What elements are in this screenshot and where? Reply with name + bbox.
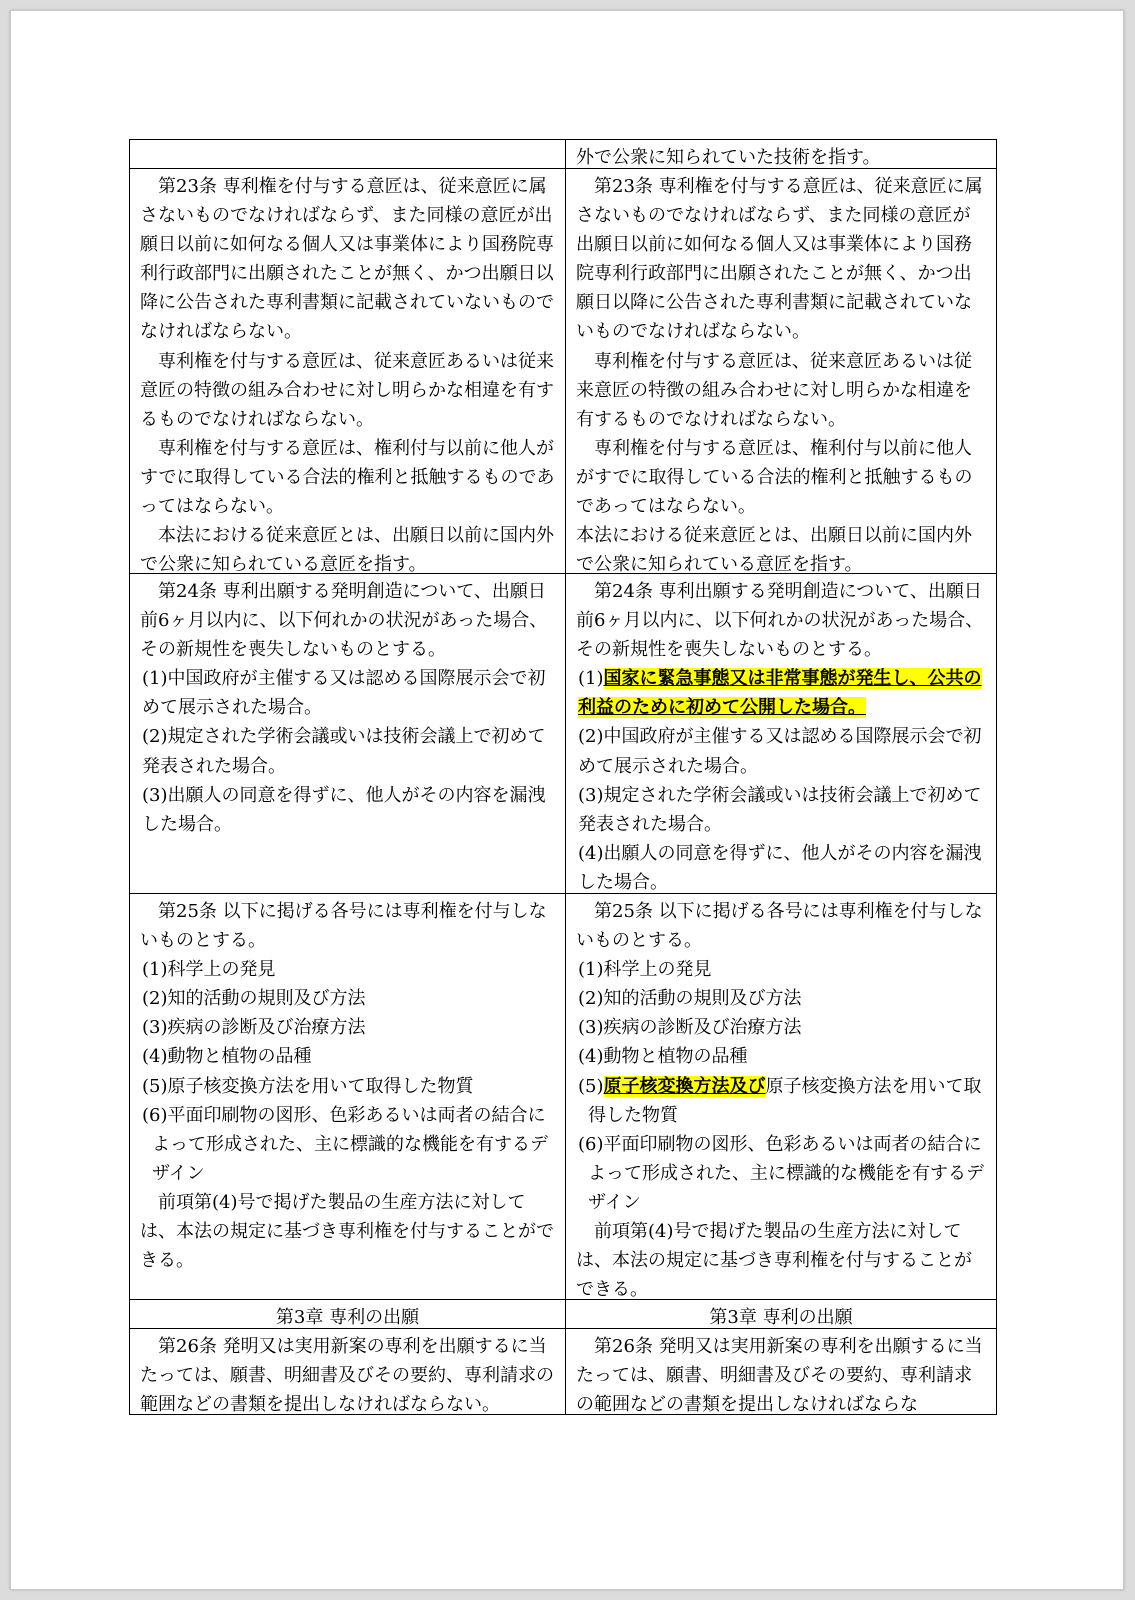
paragraph-text: (1)中国政府が主催する又は認める国際展示会で初めて展示された場合。 bbox=[142, 668, 546, 719]
paragraph bbox=[140, 781, 555, 839]
paragraph bbox=[576, 781, 986, 839]
paragraph bbox=[576, 1217, 986, 1299]
paragraph bbox=[140, 722, 555, 780]
paragraph-text: (6)平面印刷物の図形、色彩あるいは両者の結合によって形成された、主に標識的な機能を有するデザイン bbox=[142, 1104, 548, 1184]
paragraph bbox=[576, 1013, 986, 1042]
paragraph-text: 第23条 専利権を付与する意匠は、従来意匠に属さないものでなければならず、また同様の意匠が出願日以前に如何なる個人又は事業体により国務院専利行政部門に出願されたことが無く、かつ出願日以降に公告された専利書類に記載されていないものでなければならない。 bbox=[576, 176, 983, 343]
paragraph bbox=[140, 897, 555, 955]
paragraph-text: 本法における従来意匠とは、出願日以前に国内外で公衆に知られている意匠を指す。 bbox=[140, 525, 554, 573]
paragraph-text: 前項第(4)号で掲げた製品の生産方法に対しては、本法の規定に基づき専利権を付与することができる。 bbox=[576, 1221, 972, 1299]
paragraph-text: (4)動物と植物の品種 bbox=[578, 1046, 748, 1068]
paragraph bbox=[140, 521, 555, 573]
paragraph-text: 第23条 専利権を付与する意匠は、従来意匠に属さないものでなければならず、また同様の意匠が出願日以前に如何なる個人又は事業体により国務院専利行政部門に出願されたことが無く、かつ出願日以降に公告された専利書類に記載されていないものでなければならない。 bbox=[140, 176, 554, 343]
paragraph-text: (1)科学上の発見 bbox=[578, 959, 712, 981]
paragraph bbox=[140, 1188, 555, 1275]
table-row-border bbox=[129, 168, 997, 169]
paragraph bbox=[576, 722, 986, 780]
paragraph bbox=[576, 143, 986, 168]
paragraph-text: 第24条 専利出願する発明創造について、出願日前6ヶ月以内に、以下何れかの状況があった場合、その新規性を喪失しないものとする。 bbox=[140, 581, 548, 661]
table-cell-right bbox=[566, 1300, 996, 1328]
table-cell-right bbox=[566, 169, 996, 573]
paragraph bbox=[140, 434, 555, 521]
paragraph bbox=[140, 172, 555, 347]
highlighted-amendment: 国家に緊急事態又は非常事態が発生し、公共の利益のために初めて公開した場合。 bbox=[578, 668, 982, 719]
paragraph bbox=[140, 664, 555, 722]
paragraph bbox=[576, 434, 986, 521]
paragraph-text: (3)規定された学術会議或いは技術会議上で初めて発表された場合。 bbox=[578, 784, 982, 835]
paragraph-text: (3)疾病の診断及び治療方法 bbox=[142, 1017, 366, 1039]
paragraph-text: (5)原子核変換方法を用いて取得した物質 bbox=[142, 1075, 474, 1097]
paragraph-text: (4)動物と植物の品種 bbox=[142, 1046, 312, 1068]
paragraph bbox=[576, 984, 986, 1013]
item-number: (5) bbox=[578, 1075, 604, 1097]
highlighted-amendment: 原子核変換方法及び bbox=[603, 1075, 766, 1097]
table-column-border bbox=[565, 139, 566, 1415]
paragraph-text: (3)疾病の診断及び治療方法 bbox=[578, 1017, 802, 1039]
paragraph-text: (1)科学上の発見 bbox=[142, 959, 276, 981]
table-cell-left bbox=[130, 140, 565, 168]
paragraph-text: 専利権を付与する意匠は、従来意匠あるいは従来意匠の特徴の組み合わせに対し明らかな相違を有するものでなければならない。 bbox=[576, 350, 972, 430]
paragraph-text: 第24条 専利出願する発明創造について、出願日前6ヶ月以内に、以下何れかの状況があった場合、その新規性を喪失しないものとする。 bbox=[576, 581, 984, 661]
paragraph bbox=[576, 1332, 986, 1414]
table-column-border bbox=[129, 139, 130, 1415]
table-cell-left bbox=[130, 894, 565, 1299]
table-column-border bbox=[996, 139, 997, 1415]
paragraph bbox=[576, 955, 986, 984]
table-cell-left bbox=[130, 574, 565, 893]
table-cell-right bbox=[566, 1329, 996, 1414]
paragraph bbox=[140, 984, 555, 1013]
paragraph-text: (3)出願人の同意を得ずに、他人がその内容を漏洩した場合。 bbox=[142, 784, 546, 835]
paragraph bbox=[576, 347, 986, 434]
paragraph bbox=[140, 1332, 555, 1414]
table-row-border bbox=[129, 573, 997, 574]
paragraph-text: (2)中国政府が主催する又は認める国際展示会で初めて展示された場合。 bbox=[578, 726, 982, 777]
paragraph bbox=[576, 1042, 986, 1071]
paragraph bbox=[576, 839, 986, 893]
paragraph bbox=[576, 521, 986, 573]
item-number: (1) bbox=[578, 668, 604, 690]
paragraph bbox=[140, 955, 555, 984]
table-row-border bbox=[129, 139, 997, 140]
table-row-border bbox=[129, 1299, 997, 1300]
paragraph-text: (2)規定された学術会議或いは技術会議上で初めて発表された場合。 bbox=[142, 726, 546, 777]
paragraph-text: 第25条 以下に掲げる各号には専利権を付与しないものとする。 bbox=[576, 901, 983, 952]
paragraph bbox=[576, 897, 986, 955]
paragraph-text: 専利権を付与する意匠は、従来意匠あるいは従来意匠の特徴の組み合わせに対し明らかな相違を有するものでなければならない。 bbox=[140, 350, 554, 430]
paragraph bbox=[140, 577, 555, 664]
paragraph-text: 第3章 専利の出願 bbox=[275, 1307, 420, 1328]
paragraph-text: 外で公衆に知られていた技術を指す。 bbox=[576, 147, 881, 168]
paragraph-text: 第26条 発明又は実用新案の専利を出願するに当たっては、願書、明細書及びその要約、専利請求の範囲などの書類を提出しなければならない。 bbox=[140, 1336, 554, 1414]
paragraph-text: 専利権を付与する意匠は、権利付与以前に他人がすでに取得している合法的権利と抵触するものであってはならない。 bbox=[576, 437, 973, 518]
paragraph-text: 本法における従来意匠とは、出願日以前に国内外で公衆に知られている意匠を指す。 bbox=[576, 525, 972, 573]
paragraph bbox=[576, 1072, 986, 1130]
paragraph bbox=[140, 347, 555, 434]
paragraph bbox=[140, 1072, 555, 1101]
paragraph-text: 専利権を付与する意匠は、権利付与以前に他人がすでに取得している合法的権利と抵触するものであってはならない。 bbox=[140, 437, 555, 518]
paragraph bbox=[576, 1303, 986, 1328]
paragraph bbox=[576, 664, 986, 722]
document-page bbox=[10, 10, 1124, 1590]
paragraph bbox=[140, 1013, 555, 1042]
paragraph-text: 前項第(4)号で掲げた製品の生産方法に対しては、本法の規定に基づき専利権を付与することができる。 bbox=[140, 1191, 554, 1272]
table-cell-left bbox=[130, 1329, 565, 1414]
paragraph-text: (2)知的活動の規則及び方法 bbox=[142, 988, 366, 1010]
paragraph bbox=[140, 1303, 555, 1328]
paragraph-text: 第26条 発明又は実用新案の専利を出願するに当たっては、願書、明細書及びその要約、専利請求の範囲などの書類を提出しなければならな bbox=[576, 1336, 983, 1414]
paragraph bbox=[576, 172, 986, 347]
paragraph-text: (6)平面印刷物の図形、色彩あるいは両者の結合によって形成された、主に標識的な機能を有するデザイン bbox=[578, 1133, 984, 1213]
table-cell-left bbox=[130, 1300, 565, 1328]
table-cell-right bbox=[566, 574, 996, 893]
table-row-border bbox=[129, 1414, 997, 1415]
table-cell-right bbox=[566, 140, 996, 168]
paragraph-text: 第25条 以下に掲げる各号には専利権を付与しないものとする。 bbox=[140, 901, 547, 952]
paragraph-text: 原子核変換方法を用いて取得した物質 bbox=[588, 1075, 982, 1126]
paragraph bbox=[576, 1130, 986, 1217]
table-cell-left bbox=[130, 169, 565, 573]
paragraph-text: (4)出願人の同意を得ずに、他人がその内容を漏洩した場合。 bbox=[578, 842, 982, 893]
paragraph-text: 第3章 専利の出願 bbox=[709, 1307, 853, 1328]
paragraph-text: (2)知的活動の規則及び方法 bbox=[578, 988, 802, 1010]
table-cell-right bbox=[566, 894, 996, 1299]
table-row-border bbox=[129, 893, 997, 894]
table-row-border bbox=[129, 1328, 997, 1329]
paragraph bbox=[140, 1042, 555, 1071]
paragraph bbox=[576, 577, 986, 664]
paragraph bbox=[140, 1101, 555, 1188]
